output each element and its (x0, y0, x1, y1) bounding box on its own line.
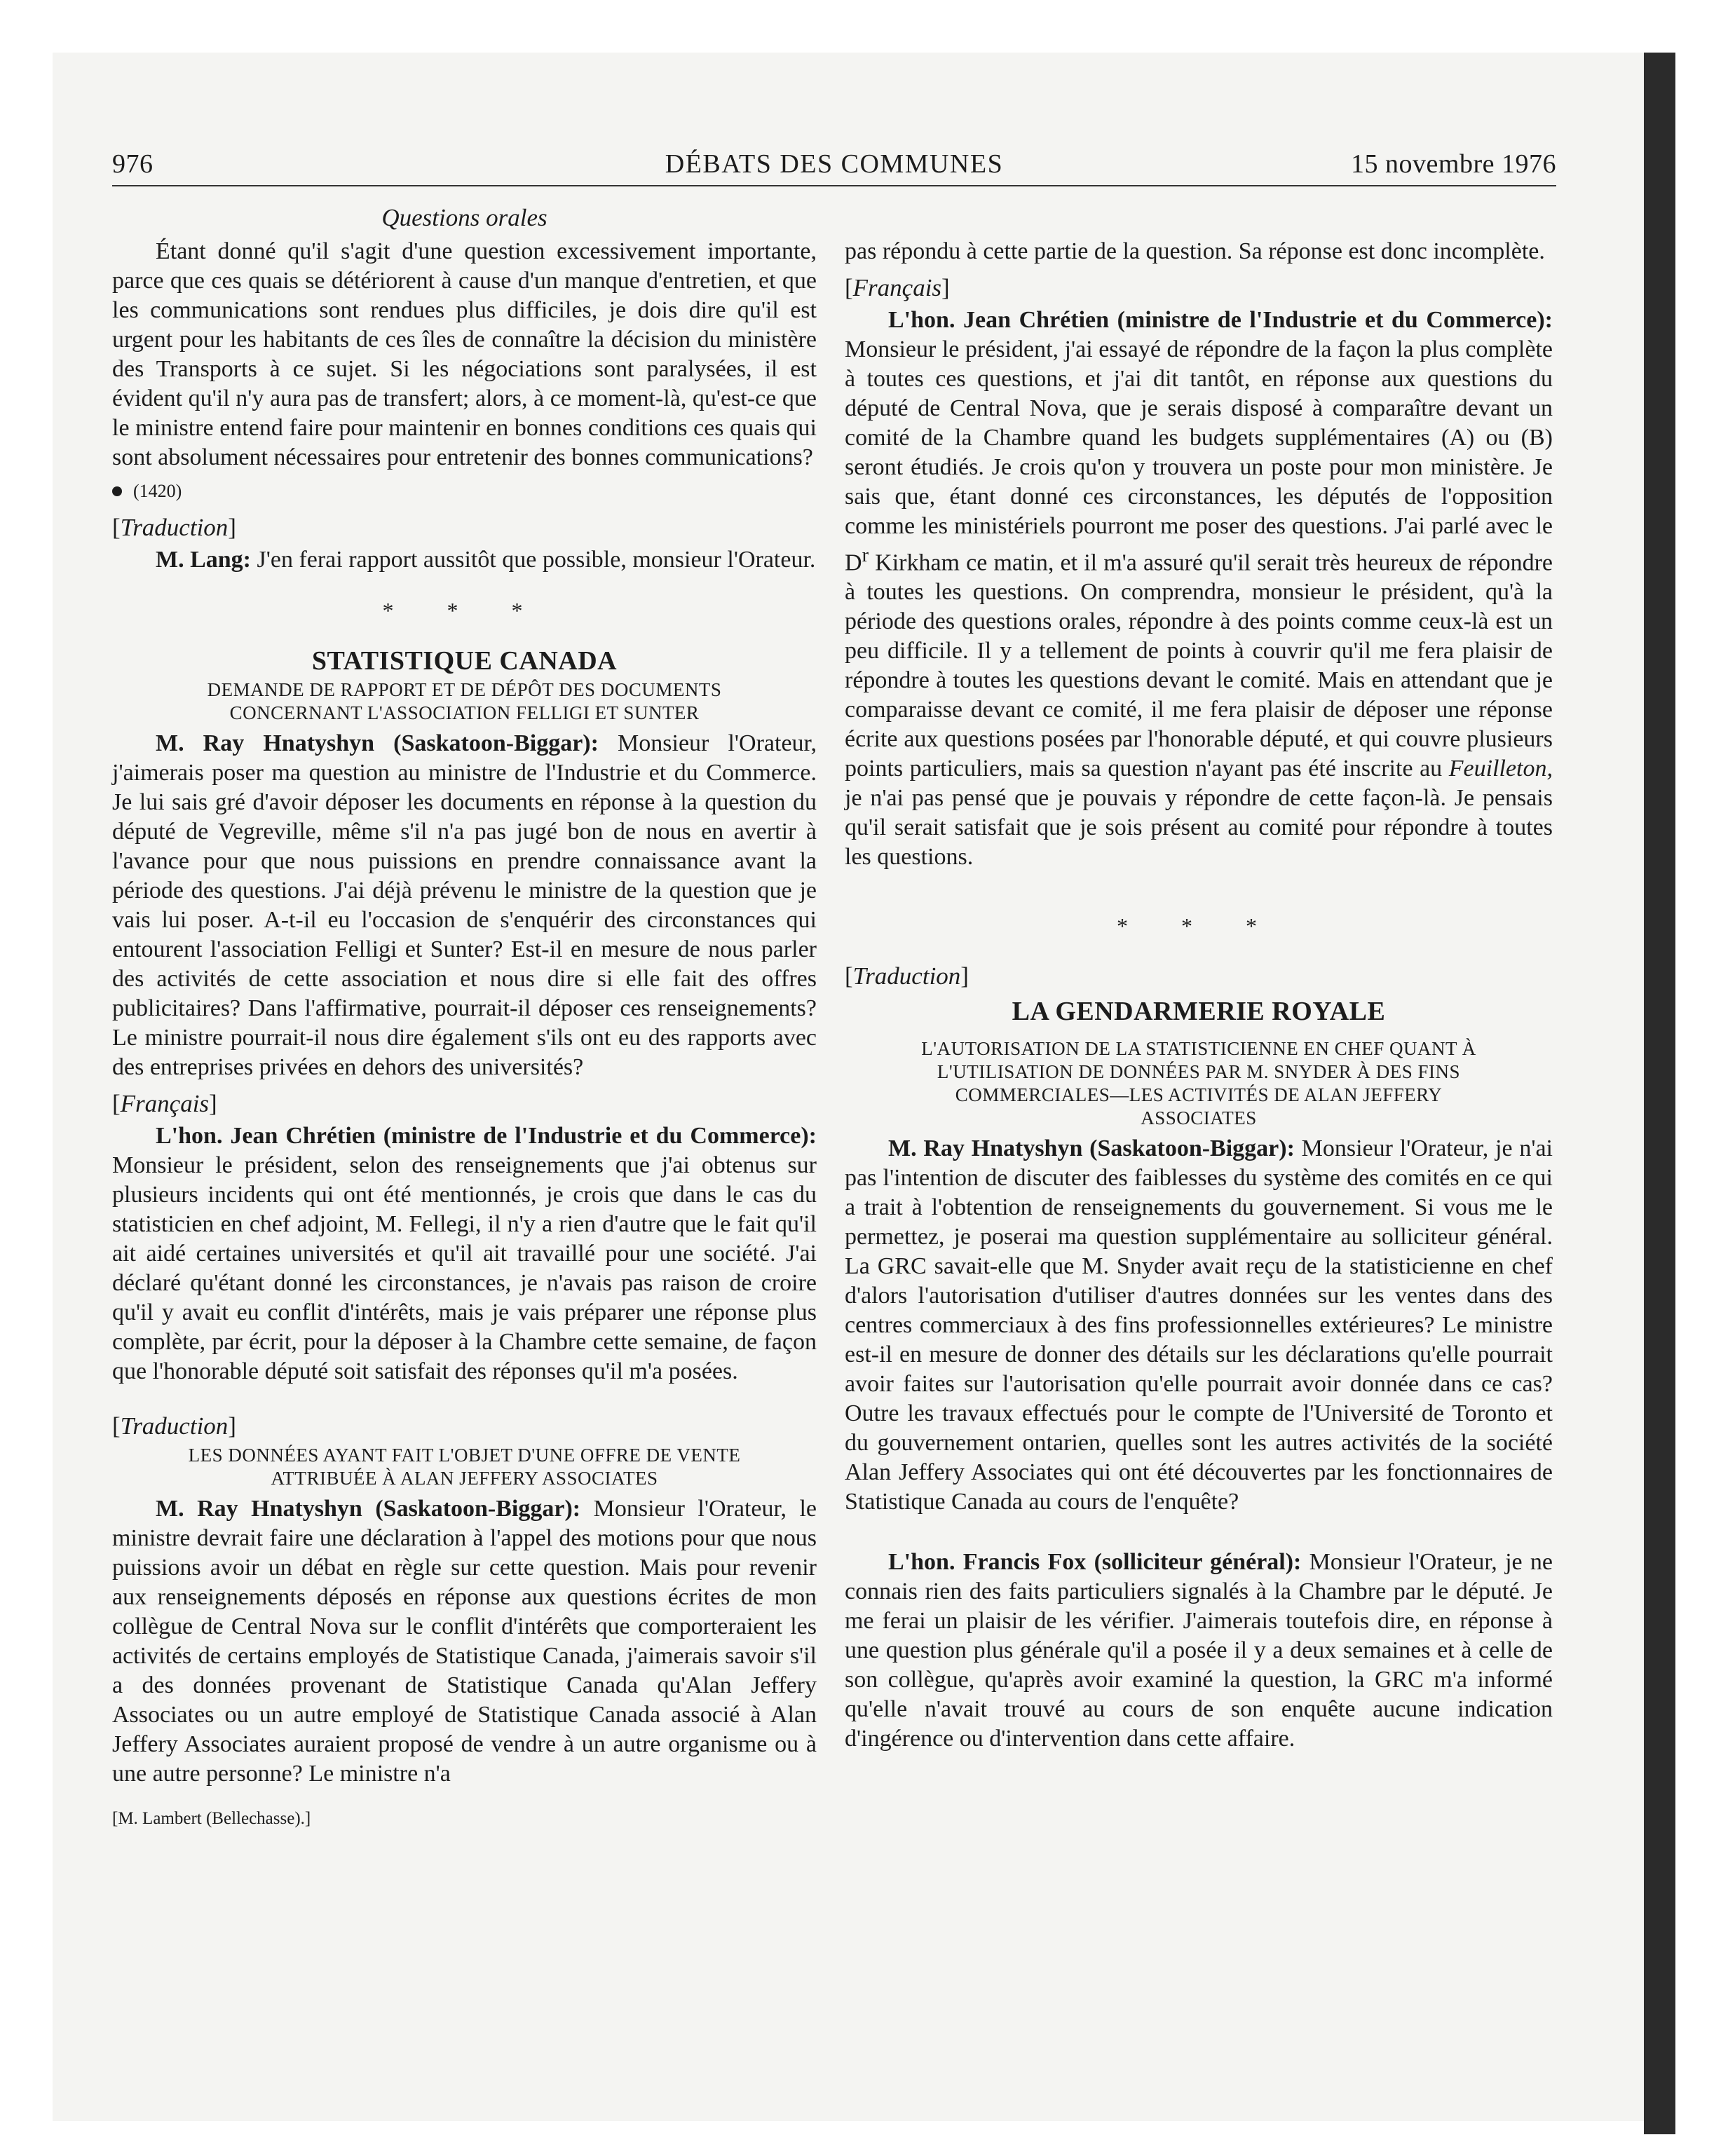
speech-text: Monsieur le président, selon des renseignements que j'ai obtenus sur plusieurs incidents qui ont été mentionnés, je crois que dans le cas du statisticien en chef adjoint, M. Fellegi, il n'y a rien d'autre que le fait qu'il ait aidé certaines universités et qu'il ait travaillé pour une société. J'ai déclaré qu'étant donné les circonstances, je n'avais pas raison de croire qu'il y avait eu conflit d'intérêts, mais je vais préparer une réponse plus complète, par écrit, pour la déposer à la Chambre cette semaine, de façon que l'honorable député soit satisfait des réponses qu'il m'a posées. (112, 1152, 817, 1384)
paragraph (845, 306, 1553, 872)
page-number: 976 (112, 149, 154, 179)
left-column (112, 203, 817, 1834)
subheading-line: ATTRIBUÉE À ALAN JEFFERY ASSOCIATES (271, 1468, 658, 1489)
footnote: [M. Lambert (Bellechasse).] (112, 1809, 311, 1828)
paragraph (112, 1494, 817, 1789)
time-stamp (112, 477, 817, 506)
speech-text: Monsieur l'Orateur, j'aimerais poser ma question au ministre de l'Industrie et du Commerce. Je lui sais gré d'avoir déposer les documents en réponse à la question du député de Vegreville, même s'il n'a pas jugé bon de nous en avertir à l'avance pour que nous puissions en prendre connaissance avant la période des questions. J'ai déjà prévenu le ministre de la question que je vais lui poser. A-t-il eu l'occasion de s'enquérir des circonstances qui entourent l'association Felligi et Sunter? Est-il en mesure de nous parler des activités de cette association et nous dire si elle fait des offres publicitaires? Dans l'affirmative, pourrait-il déposer ces renseignements? Le ministre pourrait-il nous dire également s'ils ont eu des rapports avec des entreprises privées en dehors des universités? (112, 730, 817, 1080)
speech-text: Kirkham ce matin, et il m'a assuré qu'il serait très heureux de répondre à toutes les questions. On comprendra, monsieur le président, qu'à la période des questions orales, répondre à des points comme ceux-là est un peu difficile. Il y a tellement de points à couvrir qu'il me fera plaisir de répondre à toutes les questions devant le comité. Mais en attendant que je comparaisse devant ce comité, il me fera plaisir de déposer une réponse écrite aux questions posées par l'honorable député, et qui couvre plusieurs points particuliers, mais sa question n'ayant pas été inscrite au (845, 550, 1553, 782)
scan-margin-left (0, 0, 53, 2156)
section-separator: * * * (382, 598, 547, 623)
paragraph (112, 729, 817, 1082)
publication-title: DÉBATS DES COMMUNES (665, 149, 1004, 179)
language-tag-label: Traduction (120, 514, 229, 541)
section-subheading (112, 678, 817, 725)
running-title: Questions orales (381, 204, 547, 231)
speaker-name: M. Lang: (156, 547, 251, 573)
spacer (845, 1517, 1553, 1548)
language-tag: [Traduction] (845, 962, 969, 990)
time-label: (1420) (133, 481, 182, 501)
section-subheading (845, 1037, 1553, 1130)
language-tag-label: Traduction (852, 962, 961, 990)
page-date: 15 novembre 1976 (1351, 149, 1556, 179)
paragraph (845, 1134, 1553, 1517)
subheading-line: CONCERNANT L'ASSOCIATION FELLIGI ET SUNTER (229, 702, 700, 723)
paragraph (112, 1121, 817, 1386)
section-separator: * * * (1117, 913, 1281, 939)
speaker-name: L'hon. Jean Chrétien (ministre de l'Industrie et du Commerce): (888, 307, 1553, 333)
paragraph (112, 545, 817, 575)
speech-text: Monsieur l'Orateur, je n'ai pas l'intention de discuter des faiblesses du système des comités en ce qui a trait à l'obtention de renseignements du gouvernement. Si vous me le permettez, je poserai ma question supplémentaire au solliciteur général. La GRC savait-elle que M. Snyder avait reçu de la statisticienne en chef d'alors l'autorisation d'utiliser d'autres données sur les ventes dans des centres commerciaux à des fins professionnelles extérieures? Le ministre est-il en mesure de donner des détails sur les déclarations qu'elle pourrait avoir faites sur l'autorisation qu'elle pourrait avoir donnée dans ce cas? Outre les travaux effectués pour le compte de l'Université de Toronto et du gouvernement ontarien, quelles sont les autres activités de la société Alan Jeffery Associates qui ont été découvertes par les fonctionnaires de Statistique Canada au cours de l'enquête? (845, 1135, 1553, 1515)
subheading-line: LES DONNÉES AYANT FAIT L'OBJET D'UNE OFFRE DE VENTE (188, 1445, 741, 1466)
subheading-line: L'UTILISATION DE DONNÉES PAR M. SNYDER À DES FINS (937, 1061, 1461, 1083)
subheading-line: L'AUTORISATION DE LA STATISTICIENNE EN CHEF QUANT À (921, 1038, 1476, 1060)
section-subheading (112, 1444, 817, 1490)
language-tag: [Français] (112, 1090, 217, 1117)
subheading-line: COMMERCIALES—LES ACTIVITÉS DE ALAN JEFFERY (955, 1084, 1443, 1106)
speech-text: je n'ai pas pensé que je pouvais y répondre de cette façon-là. Je pensais qu'il serait satisfait que je sois présent au comité pour répondre à toutes les questions. (845, 785, 1553, 871)
bullet-icon (112, 486, 122, 496)
scan-margin-right (1675, 0, 1735, 2156)
speaker-name: L'hon. Jean Chrétien (ministre de l'Industrie et du Commerce): (156, 1123, 817, 1149)
language-tag-label: Français (852, 274, 942, 301)
speaker-name: M. Ray Hnatyshyn (Saskatoon-Biggar): (888, 1135, 1295, 1162)
paragraph: pas répondu à cette partie de la question. Sa réponse est donc incomplète. (845, 238, 1545, 264)
section-title: STATISTIQUE CANADA (311, 646, 618, 676)
speech-text: Monsieur le président, j'ai essayé de répondre de la façon la plus complète à toutes ces questions, et j'ai dit tantôt, en réponse aux questions du député de Central Nova, que je serais disposé à comparaître devant un comité de la Chambre quand les budgets supplémentaires (A) ou (B) seront étudiés. Je crois qu'on y trouvera un poste pour mon ministère. Je sais que, étant donné ces circonstances, les députés de l'opposition comme les ministériels pourront me poser des questions. J'ai parlé avec le D (845, 336, 1553, 576)
speaker-name: M. Ray Hnatyshyn (Saskatoon-Biggar): (156, 730, 599, 756)
language-tag-label: Français (120, 1090, 210, 1117)
speaker-name: L'hon. Francis Fox (solliciteur général): (888, 1549, 1302, 1576)
speech-text: Monsieur l'Orateur, je ne connais rien des faits particuliers signalés à la Chambre par le député. Je me ferai un plaisir de les vérifier. J'aimerais toutefois dire, en réponse à une question plus générale qu'il a posée il y a deux semaines et à celle de son collègue, qu'après avoir examiné la question, la GRC m'a informé qu'elle n'avait trouvé au cours de son enquête aucune indication d'ingérence ou d'intervention dans cette affaire. (845, 1549, 1553, 1752)
speech-text: J'en ferai rapport aussitôt que possible, monsieur l'Orateur. (251, 547, 816, 573)
scan-margin-top (0, 0, 1735, 53)
subheading-line: DEMANDE DE RAPPORT ET DE DÉPÔT DES DOCUMENTS (207, 679, 722, 700)
language-tag: [Traduction] (112, 1412, 236, 1440)
speech-text: Monsieur l'Orateur, le ministre devrait faire une déclaration à l'appel des motions pour que nous puissions avoir un débat en règle sur cette question. Mais pour revenir aux renseignements déposés en réponse aux questions écrites de mon collègue de Central Nova sur le conflit d'intérêts que comporteraient les activités de certains employés de Statistique Canada, j'aimerais savoir s'il a des données provenant de Statistique Canada qu'Alan Jeffery Associates ou un autre employé de Statistique Canada associé à Alan Jeffery Associates auraient proposé de vendre à un autre organisme ou à une autre personne? Le ministre n'a (112, 1496, 817, 1787)
language-tag: [Français] (845, 274, 950, 301)
spacer (112, 1386, 817, 1405)
language-tag-label: Traduction (120, 1412, 229, 1440)
scan-edge-shadow (1644, 53, 1675, 2134)
superscript: r (862, 545, 869, 566)
subheading-line: ASSOCIATES (1141, 1107, 1257, 1129)
scan-margin-bottom (0, 2121, 1735, 2156)
speaker-name: M. Ray Hnatyshyn (Saskatoon-Biggar): (156, 1496, 581, 1522)
italic-title: Feuilleton, (1448, 756, 1553, 782)
section-title: LA GENDARMERIE ROYALE (1012, 997, 1386, 1027)
page-header (112, 149, 1556, 186)
spacer (845, 872, 1553, 890)
right-column (845, 237, 1553, 1754)
language-tag: [Traduction] (112, 514, 236, 541)
paragraph: Étant donné qu'il s'agit d'une question excessivement importante, parce que ces quais se détériorent à cause d'un manque d'entretien, et que les communications sont rendues plus difficiles, je dois dire qu'il est urgent pour les habitants de ces îles de connaître la décision du ministère des Transports à ce sujet. Si les négociations sont paralysées, il est évident qu'il n'y aura pas de transfert; alors, à ce moment-là, qu'est-ce que le ministre entend faire pour maintenir en bonnes conditions ces quais qui sont absolument nécessaires pour entretenir des bonnes communications? (112, 238, 817, 470)
paragraph (845, 1548, 1553, 1754)
